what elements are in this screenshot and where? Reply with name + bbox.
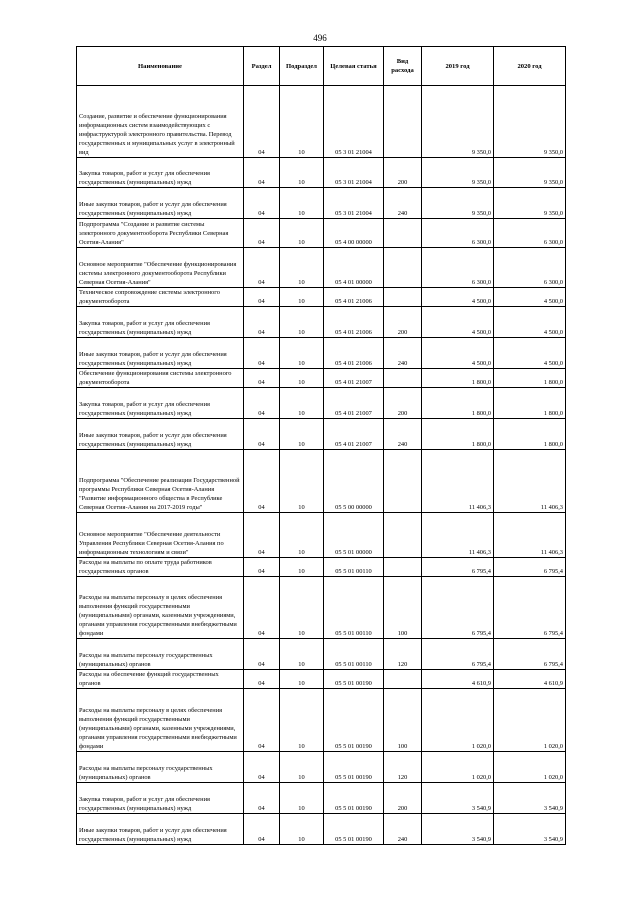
row-section: 04	[244, 307, 280, 338]
row-target: 05 4 01 21006	[324, 288, 384, 307]
row-subsection: 10	[280, 248, 324, 288]
header-name: Наименование	[77, 47, 244, 86]
row-subsection: 10	[280, 513, 324, 558]
row-target: 05 5 01 00190	[324, 814, 384, 845]
row-2019: 9 350,0	[422, 86, 494, 158]
row-2019: 3 540,9	[422, 783, 494, 814]
row-2019: 6 300,0	[422, 219, 494, 248]
row-2019: 1 800,0	[422, 419, 494, 450]
row-2019: 6 795,4	[422, 558, 494, 577]
row-subsection: 10	[280, 307, 324, 338]
table-row	[77, 814, 566, 845]
row-target: 05 3 01 21004	[324, 86, 384, 158]
row-subsection: 10	[280, 369, 324, 388]
table-row	[77, 513, 566, 558]
row-subsection: 10	[280, 86, 324, 158]
row-2020: 9 350,0	[494, 86, 566, 158]
row-target: 05 4 01 21006	[324, 338, 384, 369]
row-2019: 9 350,0	[422, 158, 494, 188]
table-row	[77, 450, 566, 513]
row-2020: 3 540,9	[494, 783, 566, 814]
row-section: 04	[244, 158, 280, 188]
row-name: Иные закупки товаров, работ и услуг для обеспечения государственных (муниципальных) нужд	[77, 188, 244, 219]
row-2019: 1 020,0	[422, 689, 494, 752]
row-kind: 240	[384, 188, 422, 219]
row-name: Подпрограмма "Обеспечение реализации Государственной программы Республики Северная Осетия-Алания "Развитие информационного общества в Республике Северная Осетия-Алания на 2017-2019 годы"	[77, 450, 244, 513]
row-kind	[384, 670, 422, 689]
row-name: Закупка товаров, работ и услуг для обеспечения государственных (муниципальных) нужд	[77, 388, 244, 419]
row-kind	[384, 86, 422, 158]
row-kind: 200	[384, 158, 422, 188]
row-target: 05 4 00 00000	[324, 219, 384, 248]
row-name: Расходы на выплаты персоналу в целях обеспечения выполнения функций государственными (муниципальными) органами, казенными учреждениями, органами управления государственными внебюджетными фондами	[77, 689, 244, 752]
row-2020: 6 300,0	[494, 248, 566, 288]
row-kind: 240	[384, 338, 422, 369]
row-target: 05 5 01 00190	[324, 670, 384, 689]
row-kind: 200	[384, 388, 422, 419]
row-section: 04	[244, 689, 280, 752]
row-kind	[384, 513, 422, 558]
row-name: Техническое сопровождение системы электронного документооборота	[77, 288, 244, 307]
row-section: 04	[244, 248, 280, 288]
row-2020: 9 350,0	[494, 188, 566, 219]
row-kind	[384, 288, 422, 307]
row-subsection: 10	[280, 450, 324, 513]
row-target: 05 3 01 21004	[324, 188, 384, 219]
row-section: 04	[244, 752, 280, 783]
row-2019: 4 610,9	[422, 670, 494, 689]
row-kind: 100	[384, 689, 422, 752]
row-2020: 1 800,0	[494, 388, 566, 419]
table-row	[77, 419, 566, 450]
row-name: Иные закупки товаров, работ и услуг для обеспечения государственных (муниципальных) нужд	[77, 419, 244, 450]
table-row	[77, 577, 566, 639]
row-kind	[384, 219, 422, 248]
row-subsection: 10	[280, 558, 324, 577]
table-row	[77, 752, 566, 783]
table-row	[77, 670, 566, 689]
row-subsection: 10	[280, 188, 324, 219]
row-target: 05 5 01 00190	[324, 689, 384, 752]
row-subsection: 10	[280, 158, 324, 188]
row-name: Расходы на выплаты по оплате труда работников государственных органов	[77, 558, 244, 577]
header-target: Целевая статья	[324, 47, 384, 86]
row-kind: 120	[384, 639, 422, 670]
row-name: Создание, развитие и обеспечение функционирования информационных систем взаимодействующих с инфраструктурой электронного правительства. Перевод государственных и муниципальных услуг в электронный вид	[77, 86, 244, 158]
row-target: 05 5 01 00110	[324, 639, 384, 670]
row-2020: 4 500,0	[494, 338, 566, 369]
row-target: 05 5 01 00190	[324, 752, 384, 783]
row-section: 04	[244, 188, 280, 219]
table-row	[77, 307, 566, 338]
row-2019: 6 300,0	[422, 248, 494, 288]
row-target: 05 4 01 21007	[324, 369, 384, 388]
row-2020: 1 020,0	[494, 752, 566, 783]
row-name: Расходы на выплаты персоналу государственных (муниципальных) органов	[77, 639, 244, 670]
row-subsection: 10	[280, 577, 324, 639]
row-section: 04	[244, 558, 280, 577]
row-name: Закупка товаров, работ и услуг для обеспечения государственных (муниципальных) нужд	[77, 158, 244, 188]
row-2019: 9 350,0	[422, 188, 494, 219]
row-2020: 1 020,0	[494, 689, 566, 752]
table-row	[77, 248, 566, 288]
row-kind	[384, 450, 422, 513]
row-name: Иные закупки товаров, работ и услуг для обеспечения государственных (муниципальных) нужд	[77, 814, 244, 845]
table-row	[77, 388, 566, 419]
row-2020: 11 406,3	[494, 450, 566, 513]
row-2020: 6 795,4	[494, 577, 566, 639]
row-section: 04	[244, 369, 280, 388]
row-section: 04	[244, 419, 280, 450]
row-kind: 240	[384, 419, 422, 450]
table-row	[77, 219, 566, 248]
row-target: 05 5 01 00110	[324, 577, 384, 639]
row-section: 04	[244, 577, 280, 639]
row-name: Закупка товаров, работ и услуг для обеспечения государственных (муниципальных) нужд	[77, 307, 244, 338]
budget-table	[76, 46, 566, 845]
row-target: 05 5 00 00000	[324, 450, 384, 513]
row-section: 04	[244, 639, 280, 670]
row-section: 04	[244, 288, 280, 307]
row-subsection: 10	[280, 219, 324, 248]
row-subsection: 10	[280, 752, 324, 783]
header-subsection: Подраздел	[280, 47, 324, 86]
row-kind	[384, 558, 422, 577]
row-name: Иные закупки товаров, работ и услуг для обеспечения государственных (муниципальных) нужд	[77, 338, 244, 369]
row-section: 04	[244, 86, 280, 158]
table-row	[77, 369, 566, 388]
row-2020: 4 500,0	[494, 307, 566, 338]
row-subsection: 10	[280, 419, 324, 450]
row-2020: 4 610,9	[494, 670, 566, 689]
row-subsection: 10	[280, 639, 324, 670]
row-section: 04	[244, 219, 280, 248]
row-target: 05 5 01 00110	[324, 558, 384, 577]
row-2019: 1 800,0	[422, 369, 494, 388]
table-row	[77, 689, 566, 752]
row-2020: 11 406,3	[494, 513, 566, 558]
table-row	[77, 783, 566, 814]
row-2020: 9 350,0	[494, 158, 566, 188]
row-section: 04	[244, 670, 280, 689]
row-2020: 1 800,0	[494, 419, 566, 450]
row-name: Основное мероприятие "Обеспечение деятельности Управления Республики Северная Осетия-Алания по информационным технологиям и связи"	[77, 513, 244, 558]
row-section: 04	[244, 513, 280, 558]
row-kind	[384, 369, 422, 388]
row-kind	[384, 248, 422, 288]
row-section: 04	[244, 450, 280, 513]
row-2020: 6 795,4	[494, 558, 566, 577]
table-row	[77, 158, 566, 188]
row-name: Расходы на выплаты персоналу в целях обеспечения выполнения функций государственными (муниципальными) органами, казенными учреждениями, органами управления государственными внебюджетными фондами	[77, 577, 244, 639]
row-subsection: 10	[280, 783, 324, 814]
row-section: 04	[244, 388, 280, 419]
row-subsection: 10	[280, 670, 324, 689]
row-2019: 4 500,0	[422, 288, 494, 307]
header-2020: 2020 год	[494, 47, 566, 86]
row-subsection: 10	[280, 288, 324, 307]
row-section: 04	[244, 814, 280, 845]
row-2019: 3 540,9	[422, 814, 494, 845]
table-row	[77, 338, 566, 369]
row-2019: 1 800,0	[422, 388, 494, 419]
row-name: Расходы на выплаты персоналу государственных (муниципальных) органов	[77, 752, 244, 783]
row-name: Обеспечение функционирования системы электронного документооборота	[77, 369, 244, 388]
row-kind: 200	[384, 783, 422, 814]
row-name: Расходы на обеспечение функций государственных органов	[77, 670, 244, 689]
row-2020: 3 540,9	[494, 814, 566, 845]
row-kind: 120	[384, 752, 422, 783]
row-subsection: 10	[280, 338, 324, 369]
row-target: 05 4 01 21006	[324, 307, 384, 338]
row-2019: 4 500,0	[422, 307, 494, 338]
row-name: Подпрограмма "Создание и развитие системы электронного документооборота Республики Северная Осетия-Алания"	[77, 219, 244, 248]
row-kind: 200	[384, 307, 422, 338]
row-target: 05 5 01 00190	[324, 783, 384, 814]
row-2020: 4 500,0	[494, 288, 566, 307]
row-kind: 240	[384, 814, 422, 845]
row-2019: 1 020,0	[422, 752, 494, 783]
row-target: 05 4 01 21007	[324, 419, 384, 450]
table-row	[77, 188, 566, 219]
row-2019: 6 795,4	[422, 577, 494, 639]
table-header-row	[77, 47, 566, 86]
row-2019: 4 500,0	[422, 338, 494, 369]
header-2019: 2019 год	[422, 47, 494, 86]
table-row	[77, 288, 566, 307]
row-2019: 6 795,4	[422, 639, 494, 670]
page-number: 496	[313, 33, 327, 43]
table-row	[77, 639, 566, 670]
row-2019: 11 406,3	[422, 450, 494, 513]
row-subsection: 10	[280, 814, 324, 845]
row-2020: 6 300,0	[494, 219, 566, 248]
row-target: 05 5 01 00000	[324, 513, 384, 558]
row-2019: 11 406,3	[422, 513, 494, 558]
row-2020: 1 800,0	[494, 369, 566, 388]
table-row	[77, 86, 566, 158]
row-2020: 6 795,4	[494, 639, 566, 670]
row-section: 04	[244, 783, 280, 814]
header-section: Раздел	[244, 47, 280, 86]
row-kind: 100	[384, 577, 422, 639]
row-name: Закупка товаров, работ и услуг для обеспечения государственных (муниципальных) нужд	[77, 783, 244, 814]
header-kind: Вид расхода	[384, 47, 422, 86]
row-subsection: 10	[280, 689, 324, 752]
row-target: 05 4 01 21007	[324, 388, 384, 419]
row-target: 05 4 01 00000	[324, 248, 384, 288]
row-name: Основное мероприятие "Обеспечение функционирования системы электронного документооборота Республики Северная Осетия-Алания"	[77, 248, 244, 288]
row-section: 04	[244, 338, 280, 369]
row-target: 05 3 01 21004	[324, 158, 384, 188]
row-subsection: 10	[280, 388, 324, 419]
table-row	[77, 558, 566, 577]
